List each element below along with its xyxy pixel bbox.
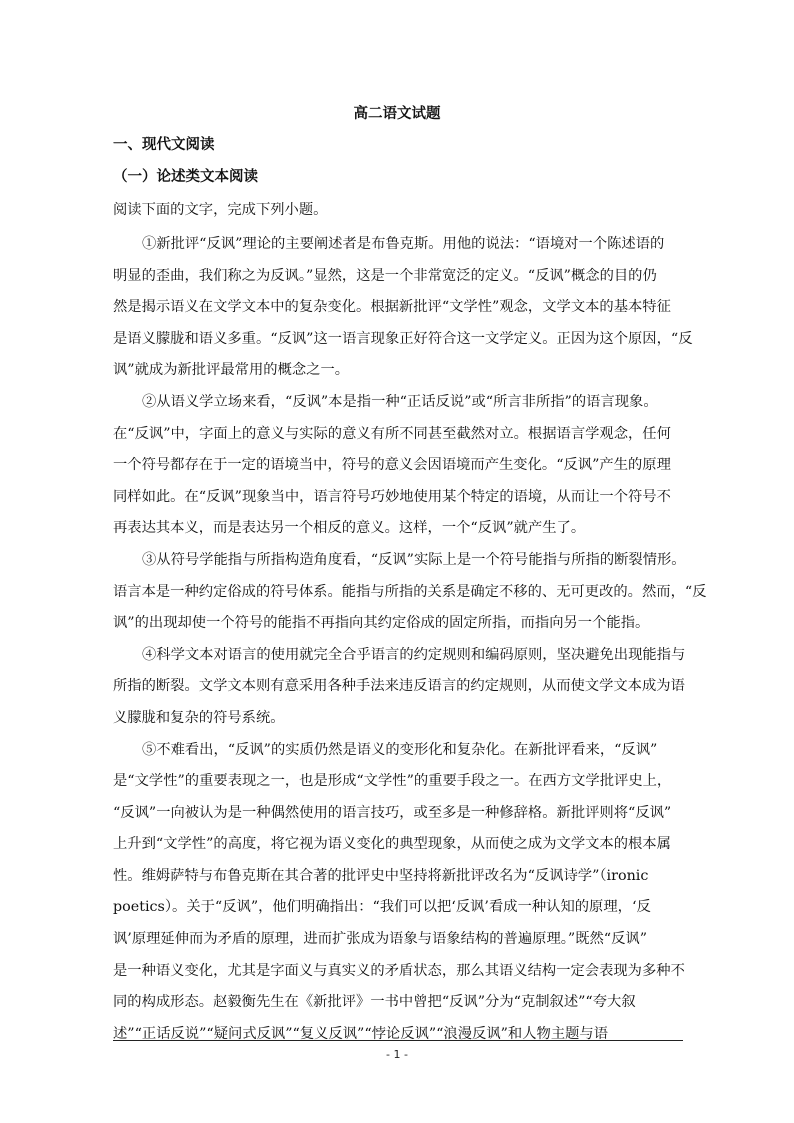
text-line: ①新批评“反讽”理论的主要阐述者是布鲁克斯。用他的说法：“语境对一个陈述语的 xyxy=(142,236,665,252)
text-line: 是“文学性”的重要表现之一，也是形成“文学性”的重要手段之一。在西方文学批评史上， xyxy=(113,773,672,790)
paragraph-2 xyxy=(113,387,683,545)
text-line: 所指的断裂。文学文本则有意采用各种手法来违反语言的约定规则，从而使文学文本成为语 xyxy=(113,678,685,695)
text-line: 语言本是一种约定俗成的符号体系。能指与所指的关系是确定不移的、无可更改的。然而，“反 xyxy=(113,583,707,600)
text-line: 是语义朦胧和语义多重。“反讽”这一语言现象正好符合这一文学定义。正因为这个原因，“反 xyxy=(113,330,693,347)
text-line: 上升到“文学性”的高度，将它视为语义变化的典型现象，从而使之成为文学文本的根本属 xyxy=(113,836,671,853)
paragraph-3 xyxy=(113,545,707,640)
text-line: ③从符号学能指与所指构造角度看，“反讽”实际上是一个符号能指与所指的断裂情形。 xyxy=(142,551,686,568)
paragraph-4 xyxy=(113,640,686,735)
text-line: 讽’原理延伸而为矛盾的原理，进而扩张成为语象与语象结构的普遍原理。”既然“反讽” xyxy=(113,931,648,948)
page-number: - 1 - xyxy=(386,1048,408,1061)
text-line: 讽”就成为新批评最常用的概念之一。 xyxy=(113,362,350,379)
text-line: 再表达其本义，而是表达另一个相反的意义。这样，一个“反讽”就产生了。 xyxy=(113,520,586,537)
reading-instructions: 阅读下面的文字，完成下列小题。 xyxy=(113,202,328,218)
text-line: 同的构成形态。赵毅衡先生在《新批评》一书中曾把“反讽”分为“克制叙述”“夸大叙 xyxy=(113,994,636,1011)
text-line: “反讽”一向被认为是一种偶然使用的语言技巧，或至多是一种修辞格。新批评则将“反讽” xyxy=(113,804,672,821)
footer-divider xyxy=(113,1040,683,1041)
text-line: 同样如此。在“反讽”现象当中，语言符号巧妙地使用某个特定的语境，从而让一个符号不 xyxy=(113,488,671,505)
text-line: 述”“正话反说”“疑问式反讽”“复义反讽”“悖论反讽”“浪漫反讽”和人物主题与语 xyxy=(113,1025,609,1042)
document-body xyxy=(113,133,707,1050)
exam-title: 高二语文试题 xyxy=(353,106,441,122)
text-line: 一个符号都存在于一定的语境当中，符号的意义会因语境而产生变化。“反讽”产生的原理 xyxy=(113,457,671,474)
paragraph-1 xyxy=(113,229,693,387)
text-line: 性。维姆萨特与布鲁克斯在其合著的批评史中坚持将新批评改名为“反讽诗学”（ironic xyxy=(113,867,649,884)
text-line: 然是揭示语义在文学文本中的复杂变化。根据新批评“文学性”观念，文学文本的基本特征 xyxy=(113,299,671,316)
text-line: 义朦胧和复杂的符号系统。 xyxy=(113,709,285,726)
text-line: poetics）。关于“反讽”，他们明确指出：“我们可以把‘反讽’看成一种认知的原理，‘反 xyxy=(113,899,651,916)
text-line: 是一种语义变化，尤其是字面义与真实义的矛盾状态，那么其语义结构一定会表现为多种不 xyxy=(113,962,685,979)
text-line: 在“反讽”中，字面上的意义与实际的意义有所不同甚至截然对立。根据语言学观念，任何 xyxy=(113,425,671,442)
text-line: ④科学文本对语言的使用就完全合乎语言的约定规则和编码原则，坚决避免出现能指与 xyxy=(142,646,686,663)
section-heading: 一、现代文阅读 xyxy=(113,137,215,153)
paragraph-5 xyxy=(113,735,683,1051)
text-line: 讽”的出现却使一个符号的能指不再指向其约定俗成的固定所指，而指向另一个能指。 xyxy=(113,615,650,632)
text-line: 明显的歪曲，我们称之为反讽。”显然，这是一个非常宽泛的定义。“反讽”概念的目的仍 xyxy=(113,267,657,284)
text-line: ②从语义学立场来看，“反讽”本是指一种“正话反说”或“所言非所指”的语言现象。 xyxy=(142,393,658,410)
text-line: ⑤不难看出，“反讽”的实质仍然是语义的变形化和复杂化。在新批评看来，“反讽” xyxy=(142,741,658,758)
subsection-heading: （一）论述类文本阅读 xyxy=(113,169,258,185)
